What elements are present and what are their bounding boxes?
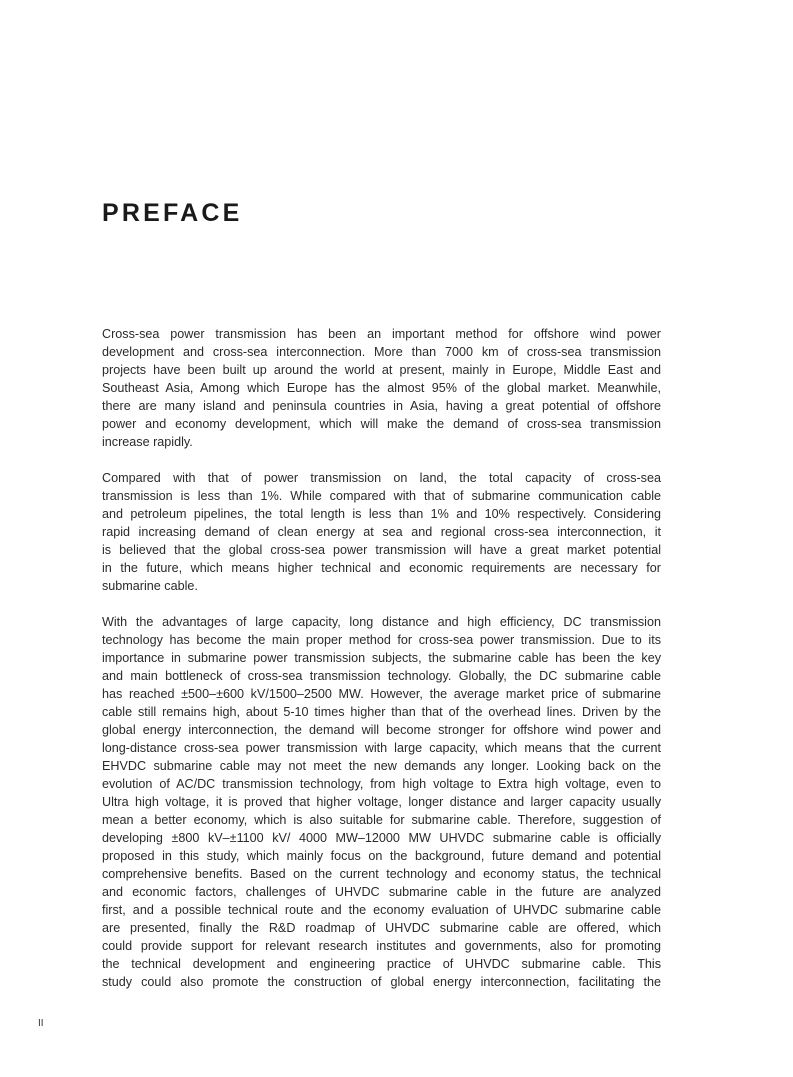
text-line: is believed that the global cross-sea power transmission will have a great market potential [102, 543, 661, 557]
text-line: has reached ±500–±600 kV/1500–2500 MW. However, the average market price of submarine [102, 687, 661, 701]
text-line: transmission is less than 1%. While compared with that of submarine communication cable [102, 489, 661, 503]
text-line: evolution of AC/DC transmission technology, from high voltage to Extra high voltage, even to [102, 777, 661, 791]
text-line: development and cross-sea interconnection. More than 7000 km of cross-sea transmission [102, 345, 661, 359]
text-line: could provide support for relevant research institutes and governments, also for promoting [102, 939, 661, 953]
paragraph [102, 613, 661, 991]
text-line: power and economy development, which will make the demand of cross-sea transmission [102, 417, 661, 431]
text-line: developing ±800 kV–±1100 kV/ 4000 MW–12000 MW UHVDC submarine cable is officially [102, 831, 661, 845]
text-line: mean a better economy, which is also suitable for submarine cable. Therefore, suggestion of [102, 813, 661, 827]
text-line: With the advantages of large capacity, long distance and high efficiency, DC transmission [102, 615, 661, 629]
text-line: importance in submarine power transmission subjects, the submarine cable has been the key [102, 651, 661, 665]
text-line: Compared with that of power transmission on land, the total capacity of cross-sea [102, 471, 661, 485]
text-line: Southeast Asia, Among which Europe has the almost 95% of the global market. Meanwhile, [102, 381, 661, 395]
text-line: there are many island and peninsula countries in Asia, having a great potential of offshore [102, 399, 661, 413]
page-title: PREFACE [102, 199, 243, 227]
text-line: and economic factors, challenges of UHVDC submarine cable in the future are analyzed [102, 885, 661, 899]
preface-body [102, 325, 661, 1009]
text-line: comprehensive benefits. Based on the current technology and economy status, the technical [102, 867, 661, 881]
text-line: increase rapidly. [102, 435, 193, 449]
text-line: Cross-sea power transmission has been an important method for offshore wind power [102, 327, 661, 341]
paragraph [102, 325, 661, 451]
text-line: and main bottleneck of cross-sea transmission technology. Globally, the DC submarine cable [102, 669, 661, 683]
text-line: rapid increasing demand of clean energy at sea and regional cross-sea interconnection, it [102, 525, 661, 539]
text-line: long-distance cross-sea power transmission with large capacity, which means that the current [102, 741, 661, 755]
text-line: are presented, finally the R&D roadmap of UHVDC submarine cable are offered, which [102, 921, 661, 935]
text-line: global energy interconnection, the demand will become stronger for offshore wind power and [102, 723, 661, 737]
text-line: study could also promote the construction of global energy interconnection, facilitating the [102, 975, 661, 989]
text-line: the technical development and engineering practice of UHVDC submarine cable. This [102, 957, 661, 971]
text-line: EHVDC submarine cable may not meet the new demands any longer. Looking back on the [102, 759, 661, 773]
page-number: II [38, 1018, 44, 1029]
text-line: submarine cable. [102, 579, 198, 593]
paragraph [102, 469, 661, 595]
text-line: projects have been built up around the world at present, mainly in Europe, Middle East and [102, 363, 661, 377]
text-line: and petroleum pipelines, the total length is less than 1% and 10% respectively. Considering [102, 507, 661, 521]
text-line: cable still remains high, about 5-10 times higher than that of the overhead lines. Driven by the [102, 705, 661, 719]
text-line: proposed in this study, which mainly focus on the background, future demand and potential [102, 849, 661, 863]
text-line: first, and a possible technical route and the economy evaluation of UHVDC submarine cable [102, 903, 661, 917]
text-line: in the future, which means higher technical and economic requirements are necessary for [102, 561, 661, 575]
text-line: technology has become the main proper method for cross-sea power transmission. Due to its [102, 633, 661, 647]
text-line: Ultra high voltage, it is proved that higher voltage, longer distance and larger capacity usually [102, 795, 661, 809]
